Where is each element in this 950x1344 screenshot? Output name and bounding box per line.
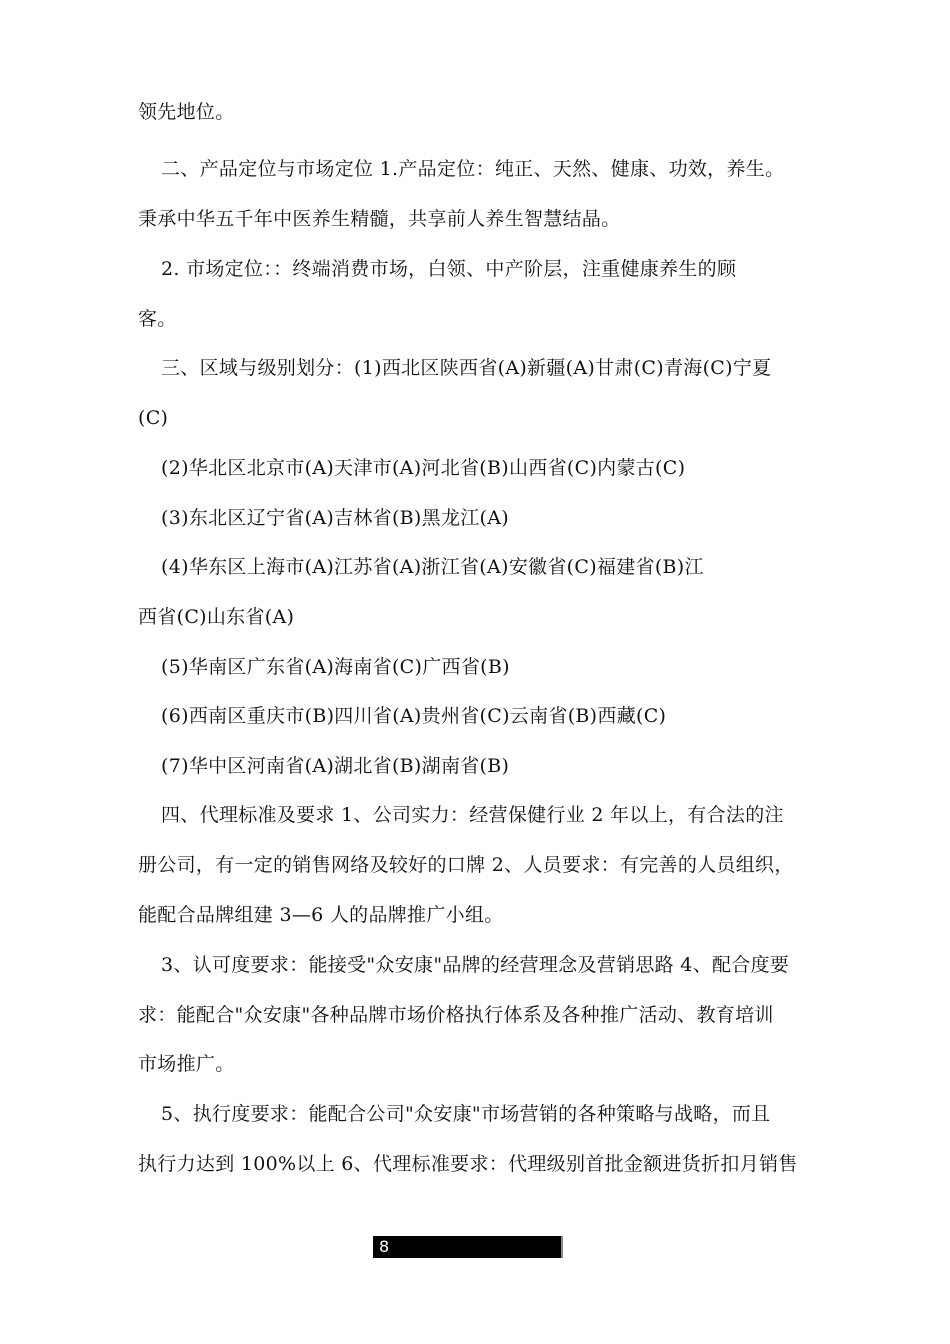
text-line: (6)西南区重庆市(B)四川省(A)贵州省(C)云南省(B)西藏(C) [161,705,667,727]
text-line: (C) [138,407,169,429]
text-line: 册公司，有一定的销售网络及较好的口牌 2、人员要求：有完善的人员组织， [138,854,794,876]
text-line: 领先地位。 [138,101,235,123]
text-line: (5)华南区广东省(A)海南省(C)广西省(B) [161,656,510,678]
text-line: 能配合品牌组建 3—6 人的品牌推广小组。 [138,904,504,926]
text-line: 5、执行度要求：能配合公司"众安康"市场营销的各种策略与战略，而且 [161,1103,771,1125]
text-line: 四、代理标准及要求 1、公司实力：经营保健行业 2 年以上，有合法的注 [161,804,784,826]
text-line: (2)华北区北京市(A)天津市(A)河北省(B)山西省(C)内蒙古(C) [161,457,686,479]
text-line: 求：能配合"众安康"各种品牌市场价格执行体系及各种推广活动、教育培训 [138,1004,774,1026]
text-line: 2. 市场定位：：终端消费市场，白领、中产阶层，注重健康养生的顾 [161,258,737,280]
text-line: 执行力达到 100%以上 6、代理标准要求：代理级别首批金额进货折扣月销售 [138,1153,798,1175]
text-line: 客。 [138,308,177,330]
text-line: (4)华东区上海市(A)江苏省(A)浙江省(A)安徽省(C)福建省(B)江 [161,556,704,578]
text-line: 秉承中华五千年中医养生精髓，共享前人养生智慧结晶。 [138,208,621,230]
text-line: (3)东北区辽宁省(A)吉林省(B)黑龙江(A) [161,507,509,529]
page-number: 8 [379,1237,390,1256]
text-line: 3、认可度要求：能接受"众安康"品牌的经营理念及营销思路 4、配合度要 [161,954,790,976]
text-line: 三、区域与级别划分：(1)西北区陕西省(A)新疆(A)甘肃(C)青海(C)宁夏 [161,357,772,379]
text-line: 市场推广。 [138,1053,235,1075]
page-number-footer [373,1236,563,1258]
text-line: 西省(C)山东省(A) [138,606,295,628]
text-line: (7)华中区河南省(A)湖北省(B)湖南省(B) [161,755,510,777]
text-line: 二、产品定位与市场定位 1.产品定位：纯正、天然、健康、功效，养生。 [161,158,785,180]
